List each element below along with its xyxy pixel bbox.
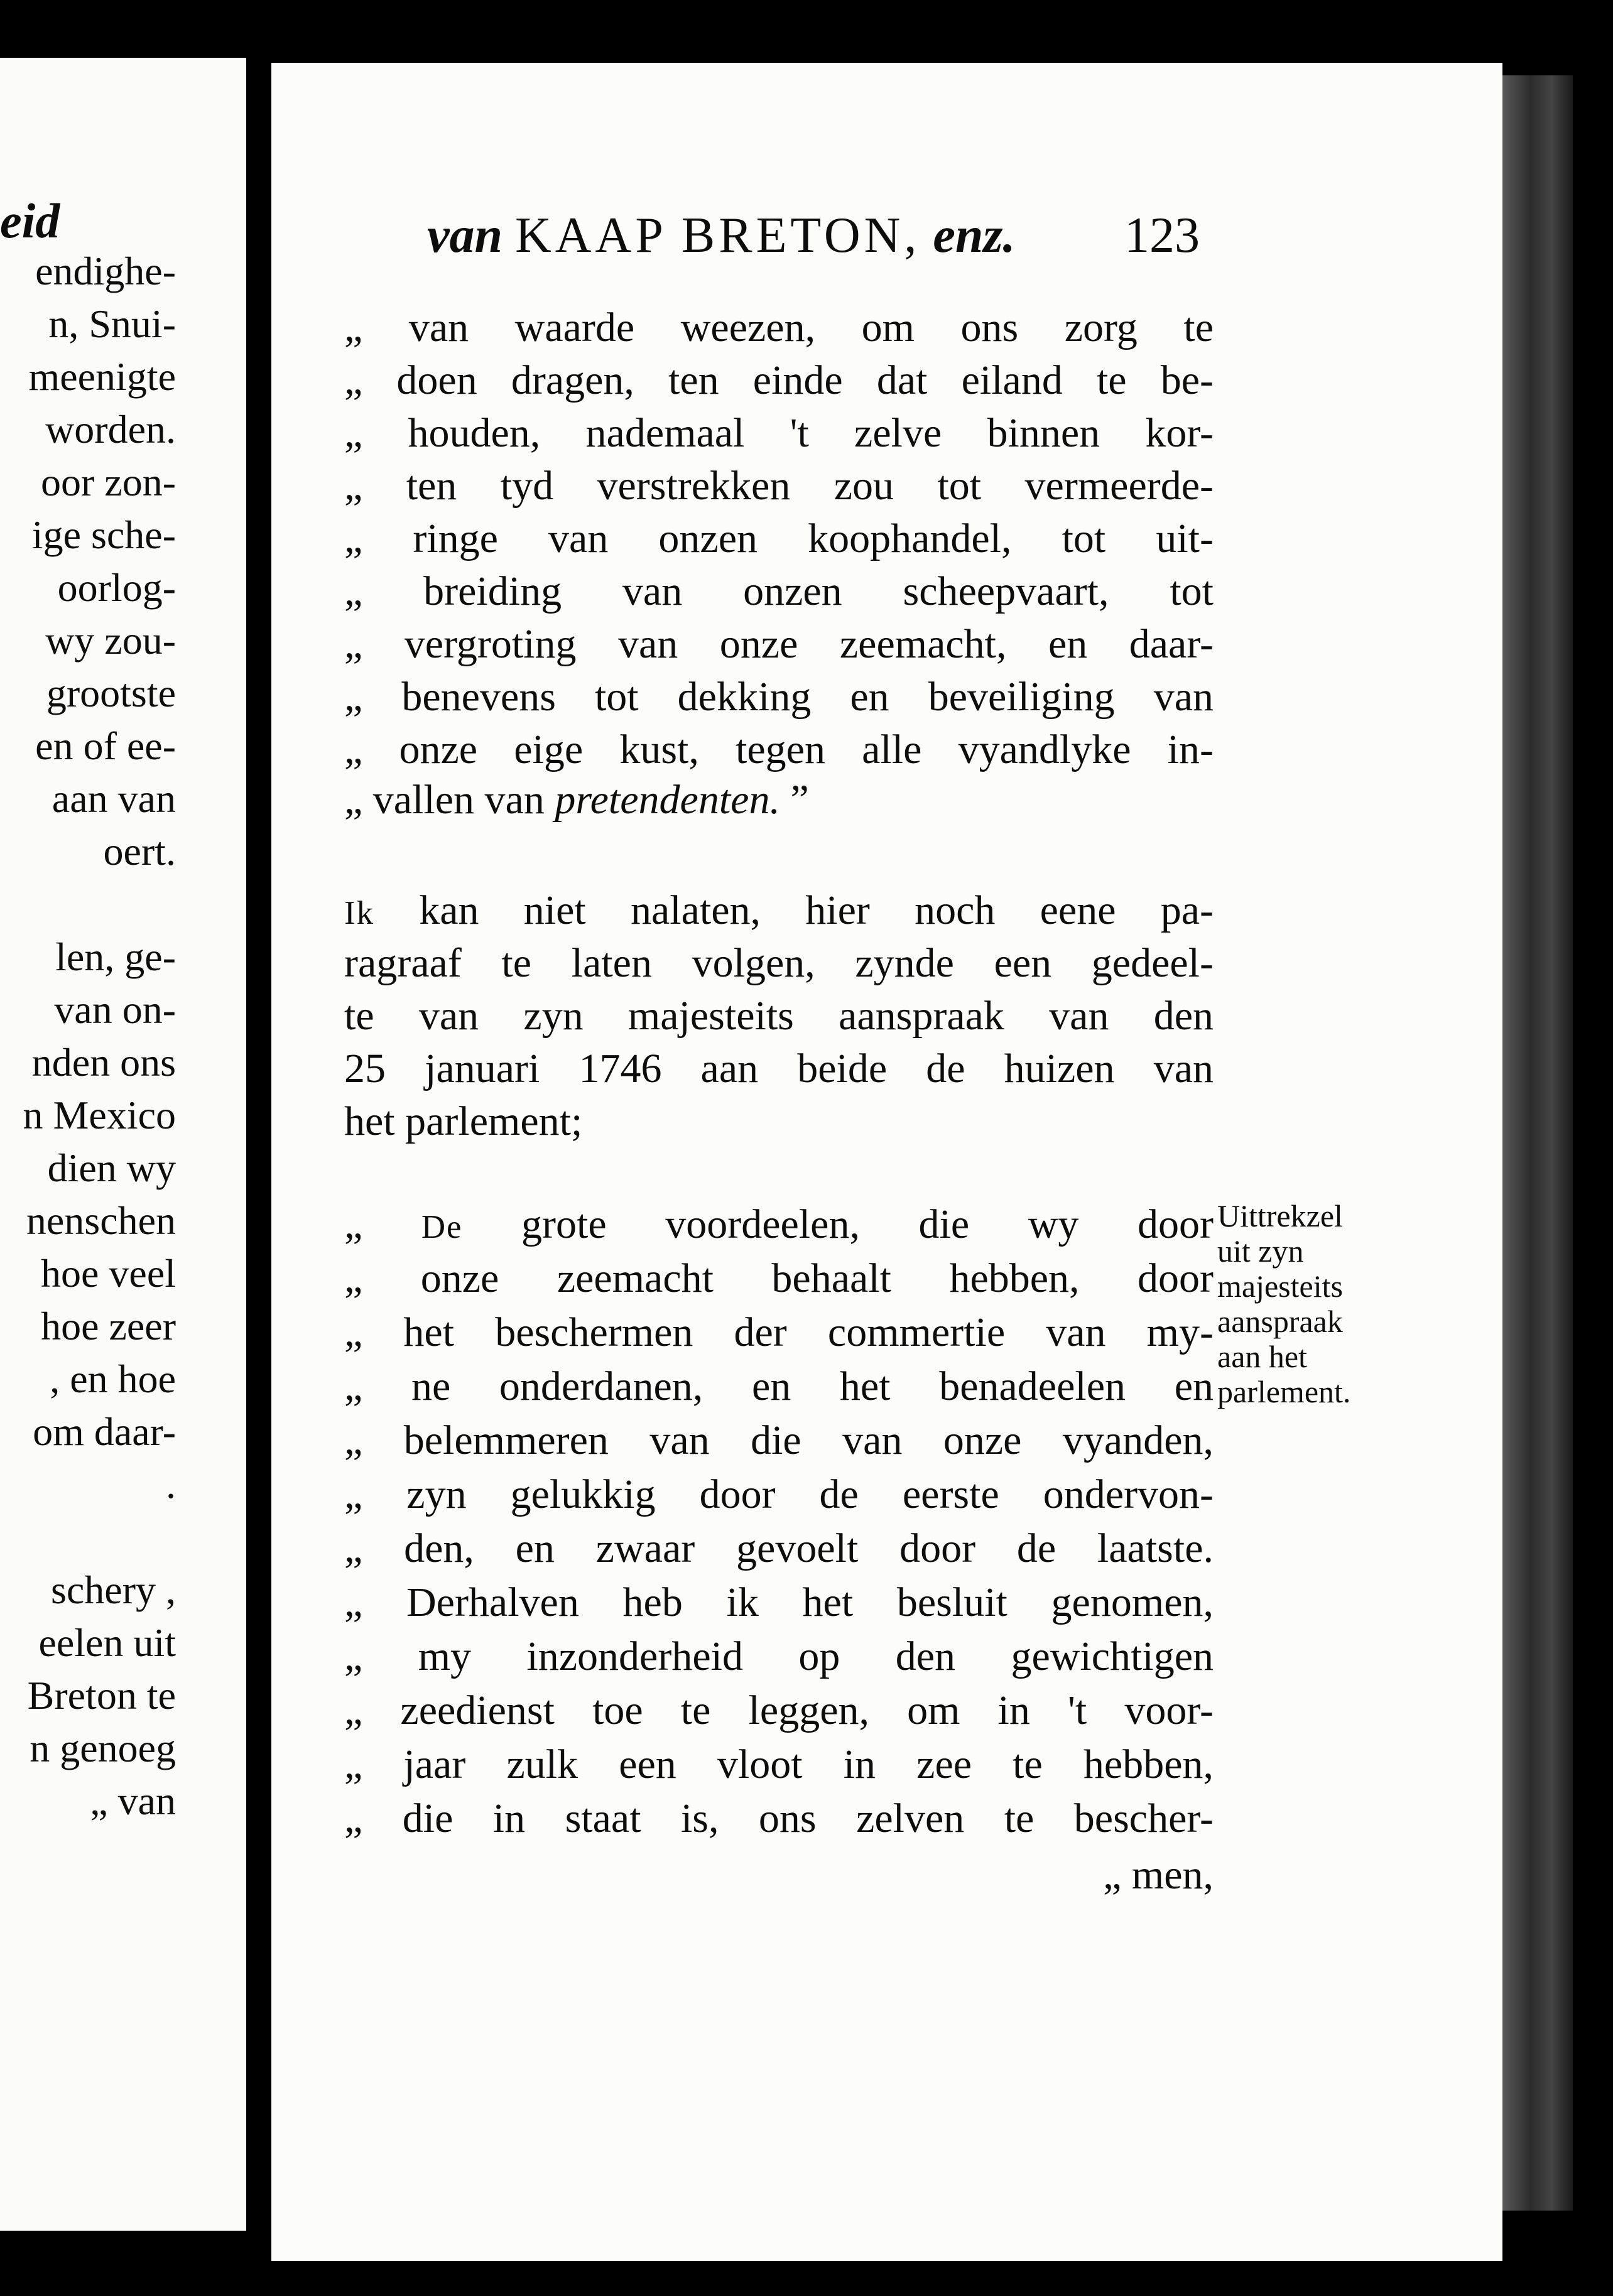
text-line: „ my inzonderheid op den gewichtigen — [344, 1633, 1214, 1679]
margin-note-line: parlement. — [1217, 1374, 1351, 1409]
left-page-line: oorlog- — [57, 565, 176, 610]
text-line: „ doen dragen, ten einde dat eiland te be- — [344, 357, 1214, 403]
text-line: „ breiding van onzen scheepvaart, tot — [344, 568, 1214, 614]
left-page-line: hoe veel — [41, 1251, 176, 1296]
text-line: „ ne onderdanen, en het benadeelen en — [344, 1363, 1214, 1409]
left-page-line: n Mexico — [23, 1093, 176, 1137]
dropcap-word: De — [421, 1209, 463, 1245]
left-page-line: „ van — [90, 1779, 176, 1823]
margin-note — [1217, 1198, 1381, 1409]
text-line: „ den, en zwaar gevoelt door de laatste. — [344, 1525, 1214, 1571]
running-header — [427, 207, 1206, 270]
left-page-line: aan van — [52, 776, 176, 821]
text-line: „ vergroting van onze zeemacht, en daar- — [344, 621, 1214, 667]
text-line: „ benevens tot dekking en beveiliging van — [344, 674, 1214, 720]
text-line: „ het beschermen der commertie van my- — [344, 1309, 1214, 1355]
left-page-line: van on- — [54, 987, 176, 1032]
margin-note-line: aanspraak — [1217, 1304, 1343, 1339]
left-page-line: wy zou- — [45, 618, 176, 663]
left-page — [0, 58, 246, 2231]
text-line: „ zyn gelukkig door de eerste ondervon- — [344, 1471, 1214, 1517]
left-page-line: grootste — [46, 671, 176, 715]
text-line: kan niet nalaten, hier noch eene pa- — [374, 887, 1214, 933]
left-page-line: eelen uit — [38, 1620, 176, 1665]
text-line: grote voordeelen, die wy door — [462, 1201, 1214, 1247]
header-suffix: enz. — [933, 208, 1016, 263]
paragraph-1-last-line — [344, 774, 1214, 826]
dropcap-word: Ik — [344, 895, 374, 931]
left-page-line: dien wy — [47, 1145, 176, 1190]
text-line: „ zeedienst toe te leggen, om in 't voor- — [344, 1687, 1214, 1733]
left-page-line: om daar- — [33, 1409, 176, 1454]
left-page-line: oert. — [103, 829, 176, 874]
text-line: te van zyn majesteits aanspraak van den — [344, 993, 1214, 1039]
text-line: 25 januari 1746 aan beide de huizen van — [344, 1046, 1214, 1091]
left-page-line: , en hoe — [50, 1356, 176, 1401]
text-line: „ onze zeemacht behaalt hebben, door — [344, 1255, 1214, 1301]
left-page-line: schery , — [50, 1568, 176, 1612]
left-page-line: . — [166, 1462, 176, 1507]
text-line: „ onze eige kust, tegen alle vyandlyke in- — [344, 727, 1214, 772]
left-page-line: en of ee- — [35, 723, 176, 768]
left-page-line: len, ge- — [55, 934, 176, 979]
text-line: het parlement; — [344, 1098, 583, 1144]
header-prefix: van — [427, 208, 502, 263]
header-title: KAAP BRETON, — [515, 208, 921, 263]
left-page-line: hoe zeer — [41, 1304, 176, 1348]
paragraph-2-first-line — [344, 884, 1214, 937]
italic-word: pretendenten. — [555, 777, 780, 823]
paragraph-3-first-line — [344, 1198, 1214, 1251]
quote-mark: „ — [344, 1201, 421, 1247]
left-page-line: n, Snui- — [48, 301, 176, 346]
left-page-line: oor zon- — [40, 460, 176, 504]
margin-note-line: Uittrekzel — [1217, 1198, 1343, 1233]
text-line: „ ringe van onzen koophandel, tot uit- — [344, 516, 1214, 561]
text-line: „ van waarde weezen, om ons zorg te — [344, 305, 1214, 350]
left-page-line: nden ons — [31, 1040, 176, 1085]
text-line: „ die in staat is, ons zelven te bescher- — [344, 1795, 1214, 1841]
margin-note-line: aan het — [1217, 1339, 1307, 1374]
text-line: „ jaar zulk een vloot in zee te hebben, — [344, 1741, 1214, 1787]
text-line: „ ten tyd verstrekken zou tot vermeerde- — [344, 463, 1214, 509]
text-line: ragraaf te laten volgen, zynde een gedeel- — [344, 940, 1214, 986]
text-line: „ houden, nademaal 't zelve binnen kor- — [344, 410, 1214, 456]
left-page-line: ige sche- — [31, 512, 176, 557]
left-page-line: endighe- — [35, 249, 176, 293]
left-page-line: worden. — [45, 407, 176, 452]
left-page-line: Breton te — [27, 1673, 176, 1718]
left-running-header: eid — [0, 193, 60, 248]
text-line: „ belemmeren van die van onze vyanden, — [344, 1417, 1214, 1463]
text-line: „ vallen van — [344, 777, 545, 823]
closing-quote: ” — [790, 777, 809, 823]
left-page-line: n genoeg — [30, 1726, 176, 1770]
page-number: 123 — [1124, 208, 1200, 263]
page-edge — [1502, 75, 1573, 2211]
margin-note-line: uit zyn — [1217, 1233, 1304, 1269]
margin-note-line: majesteits — [1217, 1269, 1343, 1304]
left-page-line: nenschen — [26, 1198, 176, 1243]
catchword: „ men, — [1103, 1852, 1214, 1898]
text-line: „ Derhalven heb ik het besluit genomen, — [344, 1579, 1214, 1625]
left-page-line: meenigte — [28, 354, 176, 399]
